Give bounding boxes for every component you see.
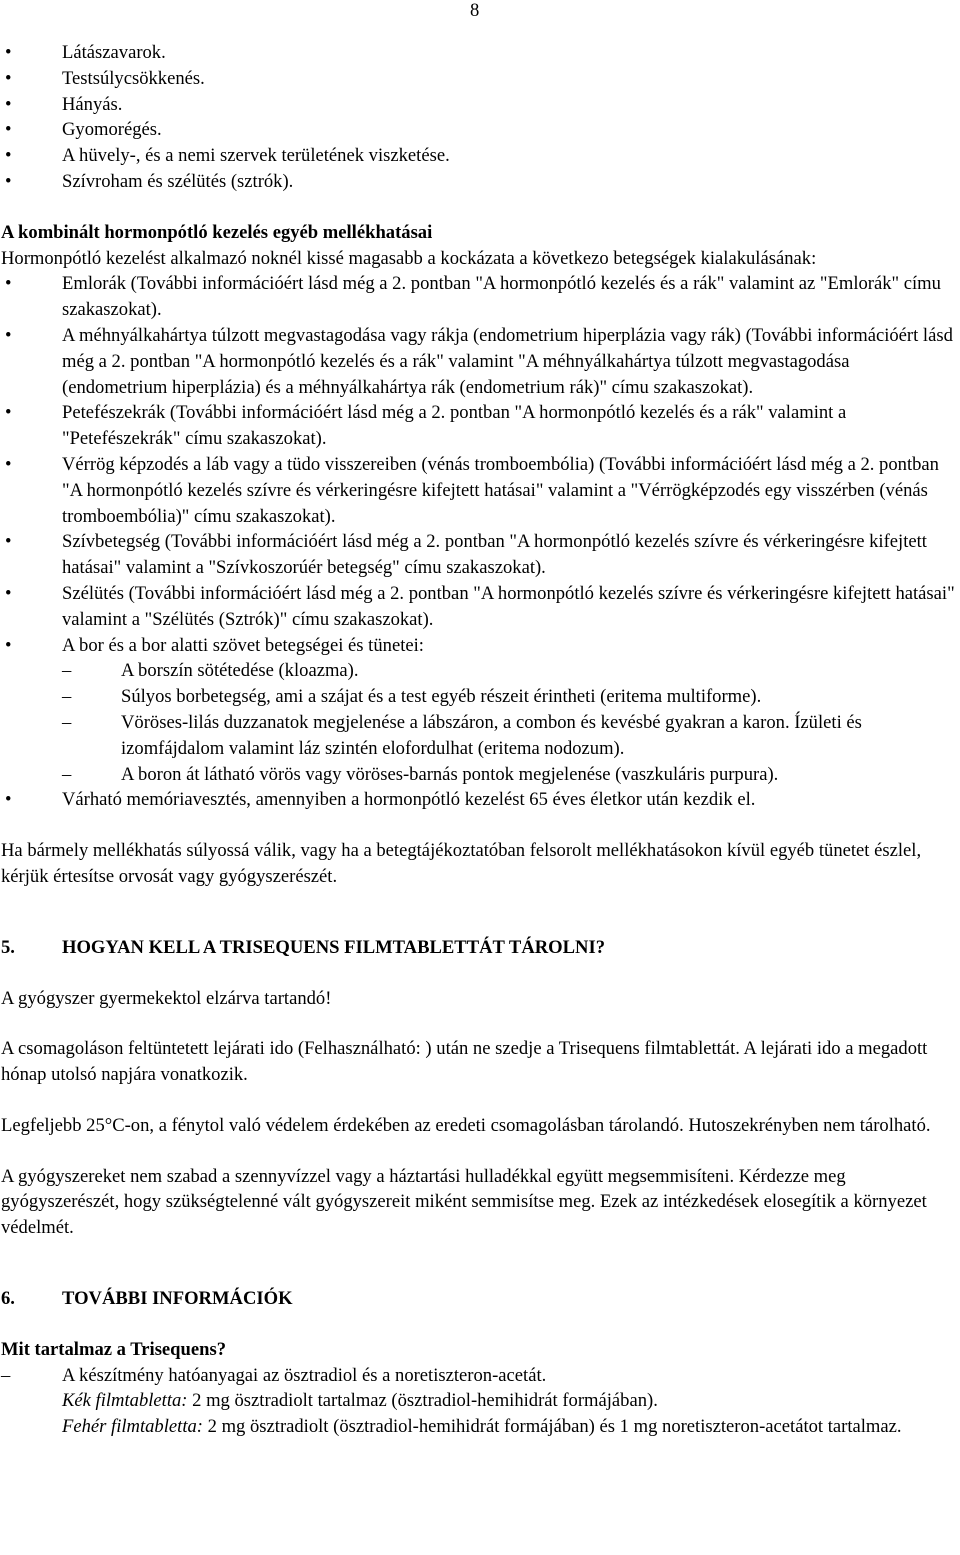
section-title: HOGYAN KELL A TRISEQUENS FILMTABLETTÁT TÁROLNI? bbox=[62, 936, 606, 958]
list-item: – Súlyos borbetegség, ami a szájat és a test egyéb részeit érintheti (eritema multiforme). bbox=[1, 684, 956, 710]
list-item: • Szívbetegség (További információért lásd még a 2. pontban "A hormonpótló kezelés szívre és vérkeringésre kifejtett hatásai" valamint a "Szívkoszorúér betegség" címu szakaszokat). bbox=[1, 529, 956, 581]
list-item: • Hányás. bbox=[1, 92, 956, 118]
paragraph: A gyógyszereket nem szabad a szennyvízzel vagy a háztartási hulladékkal együtt megsemmisíteni. Kérdezze meg gyógyszerészét, hogy szükségtelenné vált gyógyszereit miként semmisítse meg. Ezek az intézkedések elosegítik a környezet védelmét. bbox=[1, 1165, 927, 1239]
contents-subheading: Mit tartalmaz a Trisequens? bbox=[1, 1338, 226, 1360]
side-effect-list bbox=[1, 40, 956, 195]
list-item: • Gyomorégés. bbox=[1, 117, 956, 143]
combined-heading: A kombinált hormonpótló kezelés egyéb mellékhatásai bbox=[1, 221, 433, 243]
list-item: • Petefészekrák (További információért lásd még a 2. pontban "A hormonpótló kezelés és a rák" valamint a "Petefészekrák" címu szakaszokat). bbox=[1, 400, 956, 452]
section-number: 5. bbox=[1, 936, 15, 958]
list-item: – Vöröses-lilás duzzanatok megjelenése a lábszáron, a combon és kevésbé gyakran a karon. Ízületi és izomfájdalom valamint láz szintén elofordulhat (eritema nodozum). bbox=[1, 710, 956, 762]
list-item bbox=[1, 633, 956, 788]
list-item: • A hüvely-, és a nemi szervek területének viszketése. bbox=[1, 143, 956, 169]
paragraph: Legfeljebb 25°C-on, a fénytol való védelem érdekében az eredeti csomagolásban tárolandó. Hutoszekrényben nem tárolható. bbox=[1, 1114, 931, 1136]
blue-tablet-label: Kék filmtabletta: bbox=[62, 1390, 188, 1412]
paragraph: A gyógyszer gyermekektol elzárva tartandó! bbox=[1, 987, 332, 1009]
combined-risk-list bbox=[1, 271, 956, 813]
list-item: – A boron át látható vörös vagy vöröses-barnás pontok megjelenése (vaszkuláris purpura). bbox=[1, 762, 956, 788]
white-tablet-label: Fehér filmtabletta: bbox=[62, 1416, 203, 1438]
blue-tablet-line bbox=[62, 1388, 956, 1414]
combined-intro: Hormonpótló kezelést alkalmazó noknél kissé magasabb a kockázata a következo betegségek kialakulásának: bbox=[1, 247, 817, 269]
list-item: • A méhnyálkahártya túlzott megvastagodása vagy rákja (endometrium hiperplázia vagy rák) (További információért lásd még a 2. pontban "A hormonpótló kezelés és a rák" valamint "A méhnyálkahártya túlzott megvastagodása (endometrium hiperplázia) és a méhnyálkahártya rák (endometrium rák)" címu szakaszokat). bbox=[1, 323, 956, 400]
page-number: 8 bbox=[470, 0, 480, 21]
skin-list bbox=[1, 658, 956, 787]
active-ingredients bbox=[1, 1363, 956, 1440]
list-item: • Szélütés (További információért lásd még a 2. pontban "A hormonpótló kezelés szívre és vérkeringésre kifejtett hatásai" valamint a "Szélütés (Sztrók)" címu szakaszokat). bbox=[1, 581, 956, 633]
list-item: – A borszín sötétedése (kloazma). bbox=[1, 658, 956, 684]
document-body bbox=[1, 40, 956, 1440]
report-note: Ha bármely mellékhatás súlyossá válik, vagy ha a betegtájékoztatóban felsorolt mellékhatásokon kívül egyéb tünetet észlel, kérjük értesítse orvosát vagy gyógyszerészét. bbox=[1, 840, 922, 887]
blue-tablet-text: 2 mg ösztradiolt tartalmaz (ösztradiol-hemihidrát formájában). bbox=[187, 1390, 658, 1412]
list-item: • Vérrög képzodés a láb vagy a tüdo visszereiben (vénás tromboembólia) (További információért lásd még a 2. pontban "A hormonpótló kezelés szívre és vérkeringésre kifejtett hatásai" valamint a "Vérrögképzodés egy visszérben (vénás tromboembólia)" címu szakaszokat). bbox=[1, 452, 956, 529]
section-6-heading bbox=[1, 1286, 956, 1312]
white-tablet-text: 2 mg ösztradiolt (ösztradiol-hemihidrát formájában) és 1 mg noretiszteron-acetátot tartalmaz. bbox=[202, 1416, 902, 1438]
list-item: • Szívroham és szélütés (sztrók). bbox=[1, 169, 956, 195]
list-item: • Testsúlycsökkenés. bbox=[1, 66, 956, 92]
list-item: • Látászavarok. bbox=[1, 40, 956, 66]
section-5-heading bbox=[1, 935, 956, 961]
paragraph: A csomagoláson feltüntetett lejárati ido (Felhasználható: ) után ne szedje a Trisequens filmtablettát. A lejárati ido a megadott hónap utolsó napjára vonatkozik. bbox=[1, 1038, 928, 1086]
section-number: 6. bbox=[1, 1288, 15, 1310]
active-ingredients-text: – A készítmény hatóanyagai az ösztradiol és a noretiszteron-acetát. bbox=[62, 1364, 547, 1386]
list-item: • Várható memóriavesztés, amennyiben a hormonpótló kezelést 65 éves életkor után kezdik el. bbox=[1, 787, 956, 813]
skin-heading: A bor és a bor alatti szövet betegségei és tünetei: bbox=[62, 634, 424, 656]
list-item: • Emlorák (További információért lásd még a 2. pontban "A hormonpótló kezelés és a rák" valamint az "Emlorák" címu szakaszokat). bbox=[1, 271, 956, 323]
white-tablet-line bbox=[62, 1414, 956, 1440]
section-title: TOVÁBBI INFORMÁCIÓK bbox=[62, 1288, 293, 1310]
